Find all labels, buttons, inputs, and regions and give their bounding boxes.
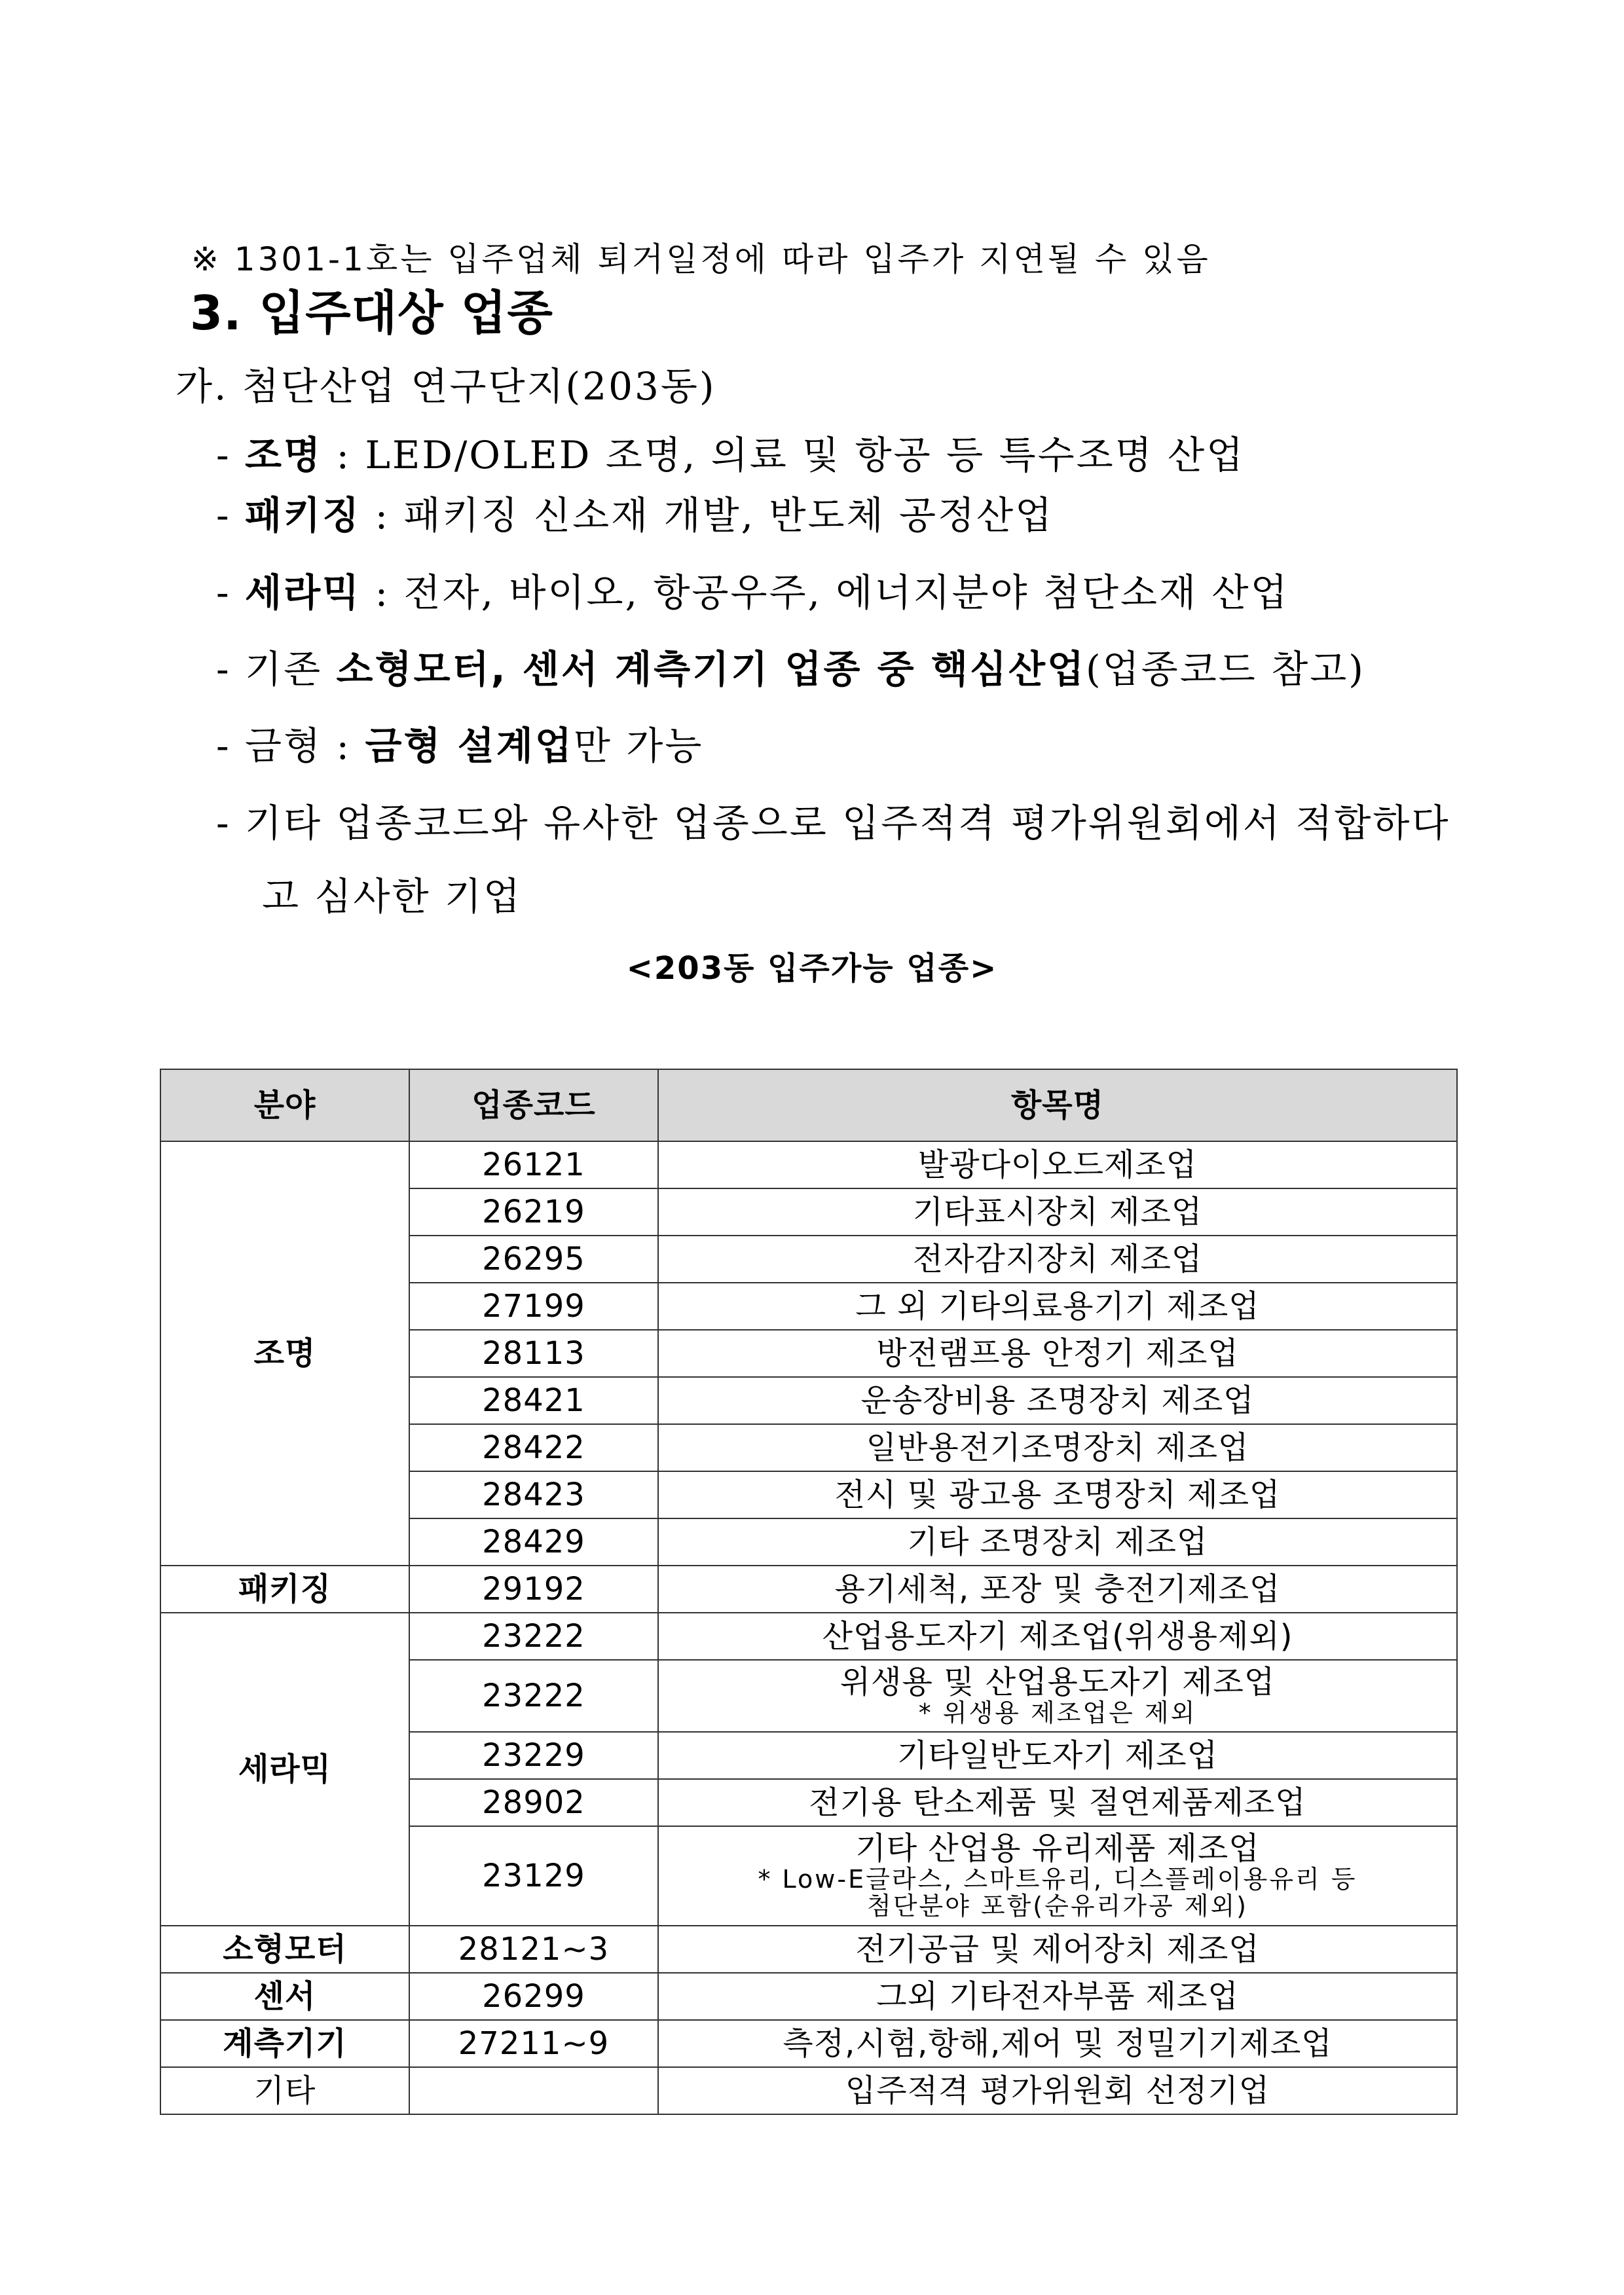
item-cell bbox=[658, 2067, 1457, 2114]
code-cell: 26219 bbox=[409, 1188, 658, 1236]
bullet-post: 만 가능 bbox=[573, 724, 704, 768]
table-row bbox=[160, 1566, 1457, 1613]
item-note: * Low-E글라스, 스마트유리, 디스플레이용유리 등 bbox=[758, 1864, 1357, 1894]
bullet-pre: 기타 업종코드와 유사한 업종으로 입주적격 평가위원회에서 적합하다 bbox=[245, 801, 1450, 845]
bullet-other bbox=[216, 792, 1450, 847]
code-cell: 23229 bbox=[409, 1732, 658, 1779]
header-field: 분야 bbox=[160, 1069, 409, 1141]
bullet-keyword: 금형 설계업 bbox=[365, 724, 574, 768]
code-cell: 27199 bbox=[409, 1283, 658, 1330]
code-cell: 28421 bbox=[409, 1377, 658, 1424]
code-cell: 23129 bbox=[409, 1826, 658, 1926]
bullet-packaging bbox=[216, 485, 1054, 540]
code-cell: 26299 bbox=[409, 1973, 658, 2020]
bullet-pre: 기존 bbox=[245, 647, 337, 691]
item-cell bbox=[658, 1613, 1457, 1660]
item-cell bbox=[658, 1566, 1457, 1613]
code-cell: 23222 bbox=[409, 1613, 658, 1660]
item-cell bbox=[658, 1471, 1457, 1518]
table-row bbox=[160, 1613, 1457, 1660]
item-cell bbox=[658, 1141, 1457, 1188]
item-cell bbox=[658, 1518, 1457, 1566]
bullet-dash: - bbox=[216, 433, 246, 477]
item-name: 기타 산업용 유리제품 제조업 bbox=[855, 1829, 1260, 1867]
field-cell: 센서 bbox=[160, 1973, 409, 2020]
bullet-post: (업종코드 참고) bbox=[1086, 647, 1365, 691]
code-cell: 28902 bbox=[409, 1779, 658, 1826]
bullet-lighting bbox=[216, 424, 1245, 479]
item-name: 위생용 및 산업용도자기 제조업 bbox=[840, 1663, 1276, 1700]
code-cell: 28422 bbox=[409, 1424, 658, 1471]
item-name: 그 외 기타의료용기기 제조업 bbox=[855, 1287, 1260, 1325]
bullet-keyword: 세라믹 bbox=[245, 570, 361, 615]
item-cell bbox=[658, 1779, 1457, 1826]
item-cell bbox=[658, 1377, 1457, 1424]
item-name: 전기공급 및 제어장치 제조업 bbox=[855, 1930, 1260, 1968]
item-name: 전기용 탄소제품 및 절연제품제조업 bbox=[809, 1784, 1306, 1821]
header-code: 업종코드 bbox=[409, 1069, 658, 1141]
bullet-post: : 전자, 바이오, 항공우주, 에너지분야 첨단소재 산업 bbox=[361, 570, 1289, 615]
item-name: 운송장비용 조명장치 제조업 bbox=[860, 1382, 1255, 1419]
code-cell: 28121~3 bbox=[409, 1926, 658, 1973]
bullet-dash: - bbox=[216, 493, 246, 538]
code-cell: 26295 bbox=[409, 1236, 658, 1283]
item-name: 측정,시험,항해,제어 및 정밀기기제조업 bbox=[783, 2025, 1333, 2062]
bullet-other-continuation: 고 심사한 기업 bbox=[262, 874, 523, 919]
table-header-row bbox=[160, 1069, 1457, 1141]
item-cell bbox=[658, 1424, 1457, 1471]
code-cell: 28113 bbox=[409, 1330, 658, 1377]
table-row bbox=[160, 2067, 1457, 2114]
item-name: 발광다이오드제조업 bbox=[917, 1146, 1198, 1183]
item-cell bbox=[658, 2020, 1457, 2067]
code-cell: 23222 bbox=[409, 1660, 658, 1732]
item-cell bbox=[658, 1330, 1457, 1377]
table-body bbox=[160, 1141, 1457, 2114]
table-row bbox=[160, 1141, 1457, 1188]
item-cell bbox=[658, 1732, 1457, 1779]
bullet-dash: - bbox=[216, 570, 246, 615]
bullet-ceramic bbox=[216, 562, 1289, 617]
code-cell bbox=[409, 2067, 658, 2114]
item-name: 그외 기타전자부품 제조업 bbox=[876, 1977, 1239, 2015]
bullet-dash: - bbox=[216, 724, 246, 768]
item-name: 방전램프용 안정기 제조업 bbox=[876, 1334, 1239, 1372]
field-cell: 조명 bbox=[160, 1141, 409, 1566]
item-name: 산업용도자기 제조업(위생용제외) bbox=[822, 1617, 1293, 1655]
item-cell bbox=[658, 1660, 1457, 1732]
code-cell: 29192 bbox=[409, 1566, 658, 1613]
item-name: 기타표시장치 제조업 bbox=[912, 1193, 1203, 1230]
item-cell bbox=[658, 1973, 1457, 2020]
code-cell: 27211~9 bbox=[409, 2020, 658, 2067]
code-cell: 26121 bbox=[409, 1141, 658, 1188]
bullet-keyword: 패키징 bbox=[245, 493, 361, 538]
bullet-post: : LED/OLED 조명, 의료 및 항공 등 특수조명 산업 bbox=[322, 433, 1246, 477]
item-cell bbox=[658, 1236, 1457, 1283]
code-cell: 28429 bbox=[409, 1518, 658, 1566]
item-cell bbox=[658, 1283, 1457, 1330]
item-name: 기타 조명장치 제조업 bbox=[907, 1523, 1208, 1560]
field-cell: 소형모터 bbox=[160, 1926, 409, 1973]
bullet-dash: - bbox=[216, 647, 246, 691]
industry-table bbox=[160, 1069, 1458, 2115]
item-name: 전자감지장치 제조업 bbox=[912, 1240, 1203, 1277]
bullet-dash: - bbox=[216, 801, 246, 845]
item-cell bbox=[658, 1188, 1457, 1236]
bullet-mold bbox=[216, 715, 703, 770]
field-cell: 패키징 bbox=[160, 1566, 409, 1613]
bullet-keyword: 조명 bbox=[245, 433, 323, 477]
field-cell: 계측기기 bbox=[160, 2020, 409, 2067]
table-caption: <203동 입주가능 업종> bbox=[626, 950, 998, 987]
code-cell: 28423 bbox=[409, 1471, 658, 1518]
field-cell: 기타 bbox=[160, 2067, 409, 2114]
item-cell bbox=[658, 1826, 1457, 1926]
bullet-keyword: 소형모터, 센서 계측기기 업종 중 핵심산업 bbox=[336, 647, 1086, 691]
subsection-title: 가. 첨단산업 연구단지(203동) bbox=[175, 364, 716, 409]
section-title: 3. 입주대상 업종 bbox=[190, 285, 553, 340]
notice-line: ※ 1301-1호는 입주업체 퇴거일정에 따라 입주가 지연될 수 있음 bbox=[191, 240, 1211, 278]
item-note: 첨단분야 포함(순유리가공 제외) bbox=[866, 1892, 1248, 1921]
item-name: 입주적격 평가위원회 선정기업 bbox=[845, 2072, 1270, 2109]
bullet-post: : 패키징 신소재 개발, 반도체 공정산업 bbox=[361, 493, 1054, 538]
item-cell bbox=[658, 1926, 1457, 1973]
item-name: 일반용전기조명장치 제조업 bbox=[866, 1429, 1249, 1466]
item-name: 용기세척, 포장 및 충전기제조업 bbox=[834, 1570, 1281, 1607]
table-row bbox=[160, 1973, 1457, 2020]
field-cell: 세라믹 bbox=[160, 1613, 409, 1926]
table-row bbox=[160, 1926, 1457, 1973]
header-item: 항목명 bbox=[658, 1069, 1457, 1141]
item-name: 기타일반도자기 제조업 bbox=[897, 1736, 1218, 1774]
table-row bbox=[160, 2020, 1457, 2067]
item-name: 전시 및 광고용 조명장치 제조업 bbox=[834, 1476, 1281, 1513]
bullet-pre: 금형 : bbox=[245, 724, 365, 768]
item-note: * 위생용 제조업은 제외 bbox=[918, 1698, 1197, 1727]
bullet-existing bbox=[216, 638, 1365, 693]
